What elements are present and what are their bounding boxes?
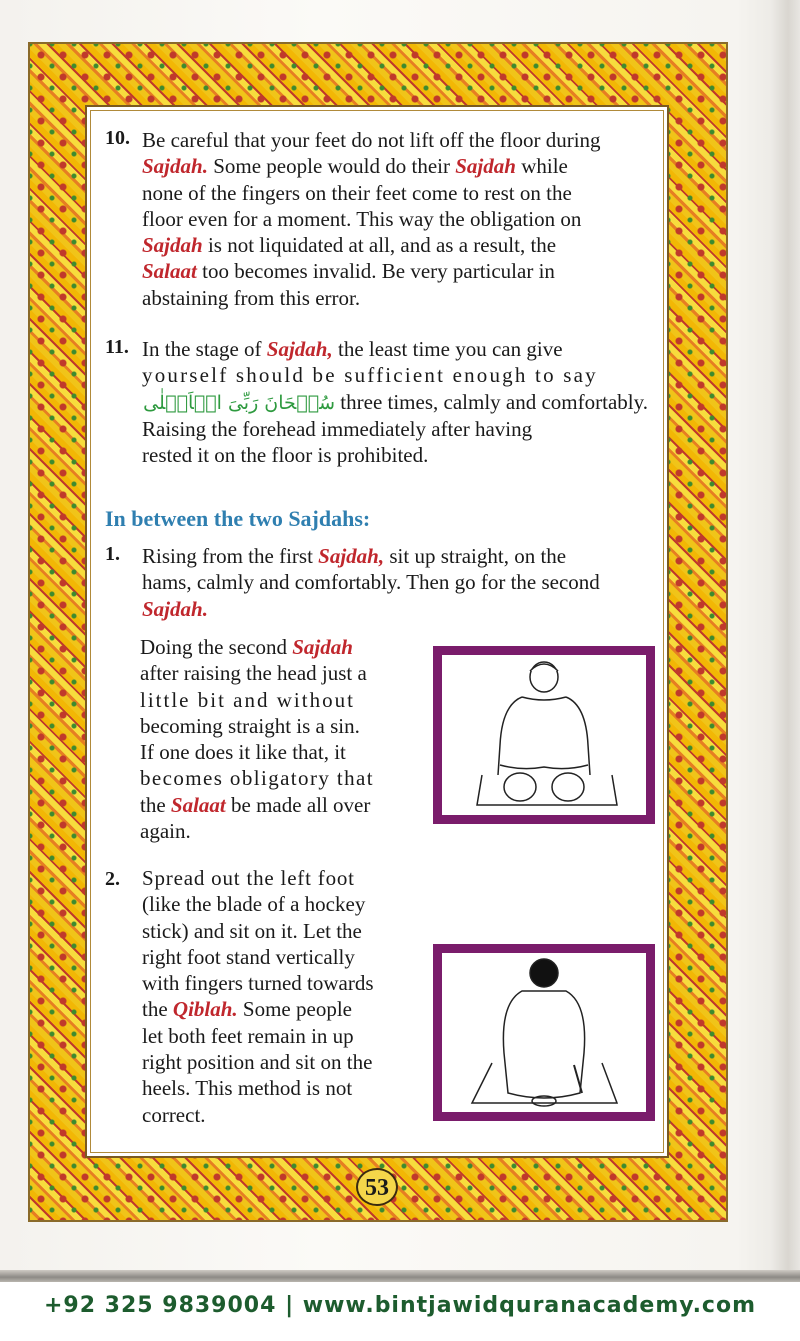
emphasis-term: Sajdah, [266,337,333,361]
emphasis-term: Qiblah. [172,997,238,1022]
point-2-text [142,865,404,1128]
text-run: is not liquidated at all, and as a result, the [202,233,557,258]
note-line: If one does it like that, it [140,740,346,765]
emphasis-term: Sajdah [142,233,203,258]
emphasis-term: Sajdah [455,154,516,179]
note-line: again. [140,819,191,844]
text-run: Doing the second [140,635,293,659]
note-line: after raising the head just a [140,661,367,686]
point-2-line: right foot stand vertically [142,944,355,969]
text-run: the [142,997,173,1022]
point-1-line: hams, calmly and comfortably. Then go for the second [142,570,600,595]
illustration-sitting-front [433,646,655,824]
emphasis-term: Sajdah, [318,544,385,568]
sitting-figure-front-drawing [442,655,646,815]
text-run: the [140,792,171,817]
text-run: sit up straight, on the [384,544,567,568]
arabic-tasbeeh: سُبۡحَانَ رَبِّیَ الۡاَعۡلٰی [143,391,336,414]
item-10-line [142,153,648,179]
item-10-line [142,232,648,258]
text-run: too becomes invalid. Be very particular in [196,259,555,284]
text-run: three times, calmly and comfortably. [335,389,648,414]
note-line: little bit and without [140,687,355,712]
item-10-text [142,127,648,311]
item-11-line: rested it on the floor is prohibited. [142,443,429,468]
point-2-line: (like the blade of a hockey [142,892,366,917]
footer-contact[interactable]: +92 325 9839004 | www.bintjawidquranacademy.com [43,1293,757,1318]
point-number-1: 1. [105,543,120,565]
point-2-line: right position and sit on the [142,1050,373,1075]
text-run: while [515,154,568,179]
illustration-sitting-back [433,944,655,1121]
item-10-line: abstaining from this error. [142,285,361,310]
item-10-line [142,258,648,284]
item-11-text [142,336,648,468]
section-heading: In between the two Sajdahs: [105,506,371,531]
item-number-11: 11. [105,336,129,358]
item-10-line: none of the fingers on their feet come to rest on the [142,180,572,205]
item-11-line [142,389,648,416]
text-run: be made all over [225,792,371,817]
page-number-badge: 53 [356,1168,398,1206]
emphasis-term: Sajdah. [142,596,208,621]
point-2-line: with fingers turned towards [142,971,374,996]
note-line [140,792,400,818]
text-run: In the stage of [142,337,267,361]
point-2-line: heels. This method is not [142,1076,353,1101]
point-2-line [142,996,404,1022]
point-number-2: 2. [105,868,120,890]
text-run: the least time you can give [332,337,563,361]
sitting-figure-back-drawing [442,953,646,1112]
point-1-text [142,543,652,622]
point-2-line: let both feet remain in up [142,1023,354,1048]
emphasis-term: Sajdah [292,635,353,659]
note-line: becoming straight is a sin. [140,713,360,738]
item-number-10: 10. [105,127,130,149]
note-line: becomes obligatory that [140,766,374,791]
text-run: Rising from the first [142,544,319,568]
note-line [140,634,400,660]
note-paragraph [140,634,400,844]
emphasis-term: Sajdah. [142,154,208,179]
item-11-line [142,336,648,362]
emphasis-term: Salaat [142,259,197,284]
item-10-line: Be careful that your feet do not lift off the floor during [142,128,601,152]
page-bottom-shadow [0,1270,800,1282]
emphasis-term: Salaat [170,792,226,817]
page-edge [770,0,800,1278]
point-2-line: stick) and sit on it. Let the [142,918,362,943]
point-2-line: Spread out the left foot [142,866,355,890]
point-1-line [142,543,652,569]
point-2-line: correct. [142,1102,206,1127]
text-run: Some people [237,997,352,1022]
item-11-line: Raising the forehead immediately after having [142,416,533,441]
text-run: Some people would do their [207,154,456,179]
item-10-line: floor even for a moment. This way the obligation on [142,206,582,231]
item-11-line: yourself should be sufficient enough to say [142,363,598,388]
